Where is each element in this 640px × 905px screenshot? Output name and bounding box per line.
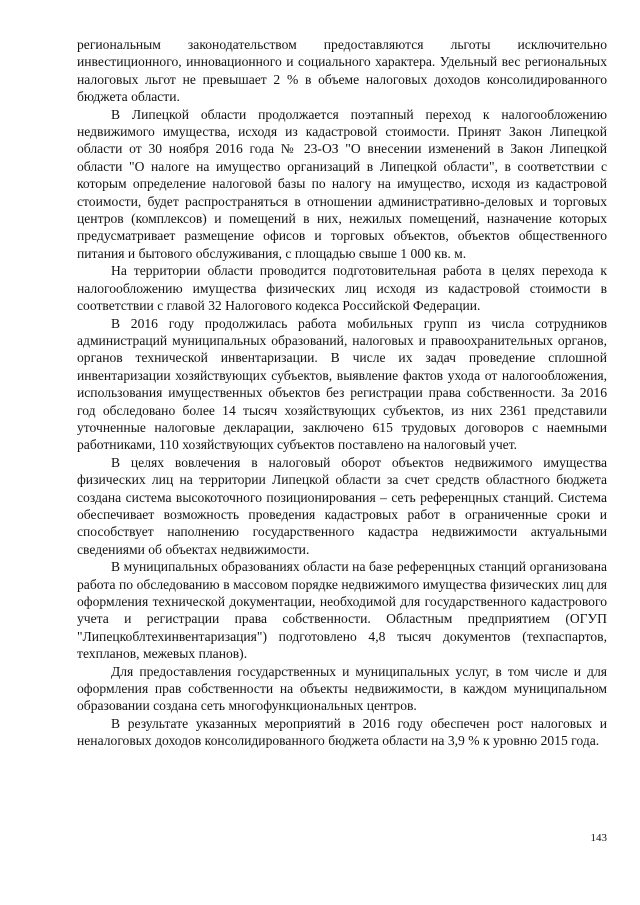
- paragraph-reference-stations: В целях вовлечения в налоговый оборот объектов недвижимого имущества физических лиц на территории Липецкой области за счет средств областного бюджета создана система высокоточного позиционирования – сеть референцных станций. Система обеспечивает возможность проведения кадастровых работ в ограниченные сроки и способствует наполнению государственного кадастра недвижимости актуальными сведениями об объектах недвижимости.: [77, 454, 607, 557]
- document-body: [77, 36, 607, 750]
- paragraph-individual-property: На территории области проводится подготовительная работа в целях перехода к налогообложению имущества физических лиц исходя из кадастровой стоимости в соответствии с главой 32 Налогового кодекса Российской Федерации.: [77, 263, 607, 314]
- paragraph-municipal-inspection: В муниципальных образованиях области на базе референцных станций организована работа по обследованию в массовом порядке недвижимого имущества физических лиц для оформления технической документации, необходимой для государственного кадастрового учета и регистрации права собственности. Областным предприятием (ОГУП "Липецкоблтехинвентаризация") подготовлено 4,8 тысяч документов (техпаспартов, техпланов, межевых планов).: [77, 559, 607, 662]
- paragraph-results: В результате указанных мероприятий в 2016 году обеспечен рост налоговых и неналоговых доходов консолидированного бюджета области на 3,9 % к уровню 2015 года.: [77, 715, 607, 749]
- paragraph-service-centers: Для предоставления государственных и муниципальных услуг, в том числе и для оформления прав собственности на объекты недвижимости, в каждом муниципальном образовании создана сеть многофункциональных центров.: [77, 663, 607, 714]
- paragraph-mobile-groups: В 2016 году продолжилась работа мобильных групп из числа сотрудников администраций муниципальных образований, налоговых и правоохранительных органов, органов технической инвентаризации. В числе их задач проведение сплошной инвентаризации хозяйствующих субъектов, выявление фактов ухода от налогообложения, использования имущественных объектов без регистрации права собственности. За 2016 год обследовано более 14 тысяч хозяйствующих субъектов, из них 2361 представили уточненные налоговые декларации, заключено 615 трудовых договоров с наемными работниками, 110 хозяйствующих субъектов поставлено на налоговый учет.: [77, 315, 607, 453]
- paragraph-regional-benefits: региональным законодательством предоставляются льготы исключительно инвестиционного, инновационного и социального характера. Удельный вес региональных налоговых льгот не превышает 2 % в объеме налоговых доходов консолидированного бюджета области.: [77, 37, 607, 105]
- paragraph-cadastral-transition: В Липецкой области продолжается поэтапный переход к налогообложению недвижимого имущества, исходя из кадастровой стоимости. Принят Закон Липецкой области от 30 ноября 2016 года № 23-ОЗ "О внесении изменений в Закон Липецкой области "О налоге на имущество организаций в Липецкой области", в соответствии с которым определение налоговой базы по налогу на имущество, исходя из кадастровой стоимости, будет распространяться в отношении административно-деловых и торговых центров (комплексов) и помещений в них, нежилых помещений, назначение которых предусматривает размещение офисов и торговых объектов, объектов общественного питания и бытового обслуживания, с площадью свыше 1 000 кв. м.: [77, 106, 607, 261]
- page-number: 143: [590, 832, 607, 844]
